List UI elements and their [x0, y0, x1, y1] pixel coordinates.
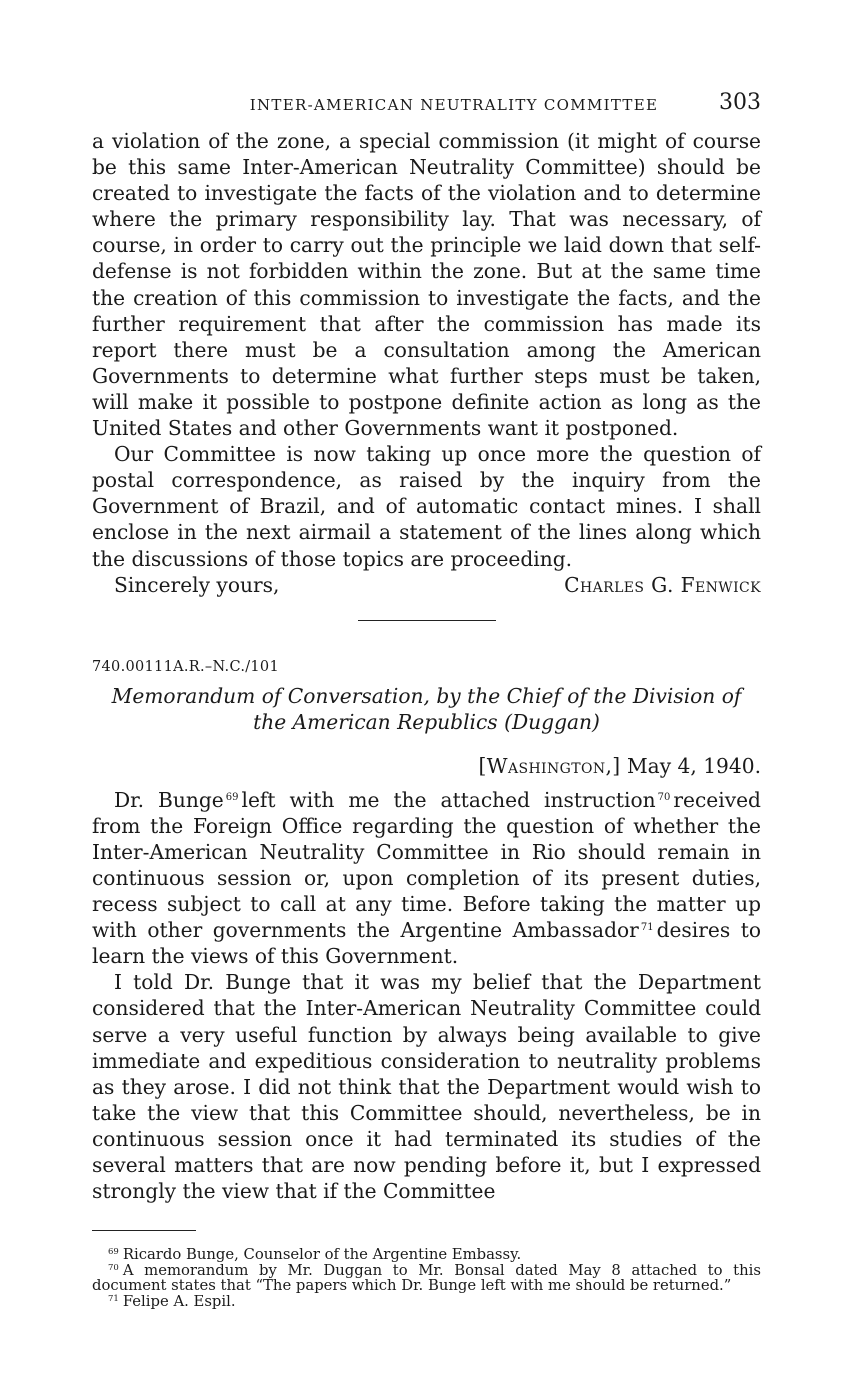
page-number: 303: [719, 90, 761, 115]
memo-p1-text-c: received from the Foreign Office regarding the question of whether the Inter-American Neutrality Committee in Rio should remain in continuous session or, upon completion of its present duties, recess subject to call at any time. Before taking the matter up with other governments the Argentine Ambassador: [92, 787, 761, 943]
footnote-mark: 70: [108, 1262, 119, 1273]
letter-paragraph-1: a violation of the zone, a special commission (it might of course be this same Inter-American Neutrality Committee) should be created to investigate the facts of the violation and to determine where the primary responsibility lay. That was necessary, of course, in order to carry out the principle we laid down that self-defense is not forbidden within the zone. But at the same time the creation of this commission to investigate the facts, and the further requirement that after the commission has made its report there must be a consultation among the American Governments to determine what further steps must be taken, will make it possible to postpone definite action as long as the United States and other Governments want it postponed.: [92, 129, 761, 441]
dateline: [92, 753, 761, 779]
footnote-mark: 71: [108, 1293, 119, 1304]
footnote-text: Felipe A. Espil.: [122, 1292, 236, 1310]
memo-title: Memorandum of Conversation, by the Chief of the Division of the American Republics (Duggan): [111, 683, 742, 734]
running-title: INTER-AMERICAN NEUTRALITY COMMITTEE: [249, 96, 659, 114]
document-page: [92, 88, 761, 1310]
dateline-date: May 4, 1940.: [627, 753, 761, 778]
footnote-ref-70: 70: [657, 791, 671, 803]
footnote: [92, 1247, 761, 1263]
memo-paragraph-2: I told Dr. Bunge that it was my belief that the Department considered that the Inter-American Neutrality Committee could serve a very useful function by always being available to give immediate and expeditious consideration to neutrality problems as they arose. I did not think that the Department would wish to take the view that this Committee should, nevertheless, be in continuous session once it had terminated its studies of the several matters that are now pending before it, but I expressed strongly the view that if the Committee: [92, 970, 761, 1204]
file-number: 740.00111A.R.–N.C./101: [92, 658, 279, 675]
memo-p1-text-b: left with me the attached instruction: [241, 787, 656, 812]
memo-paragraph-1: [92, 787, 761, 970]
footnote-text: A memorandum by Mr. Duggan to Mr. Bonsal dated May 8 attached to this document states that “The papers which Dr. Bunge left with me should be returned.”: [92, 1261, 761, 1295]
signature: Charles G. Fenwick: [564, 572, 761, 597]
memo-p1-text-d: desires to learn the views of this Government.: [92, 918, 761, 969]
footnote-ref-71: 71: [640, 922, 654, 934]
letter-closing: [92, 572, 761, 598]
footnote: [92, 1263, 761, 1294]
footnote-mark: 69: [108, 1247, 119, 1258]
footnote-ref-69: 69: [225, 791, 239, 803]
footnote-text: Ricardo Bunge, Counselor of the Argentine Embassy.: [122, 1246, 522, 1264]
salutation: Sincerely yours,: [114, 572, 280, 597]
dateline-place: [Washington,]: [478, 753, 621, 778]
section-divider: [358, 620, 496, 621]
footnote: [92, 1294, 761, 1310]
letter-paragraph-2: Our Committee is now taking up once more the question of postal correspondence, as raised by the inquiry from the Government of Brazil, and of automatic contact mines. I shall enclose in the next airmail a statement of the lines along which the discussions of those topics are proceeding.: [92, 442, 761, 571]
running-header: [92, 88, 761, 128]
memo-p1-text-a: Dr. Bunge: [114, 787, 224, 812]
footnotes: [92, 1247, 761, 1309]
footnote-rule: [92, 1230, 196, 1231]
